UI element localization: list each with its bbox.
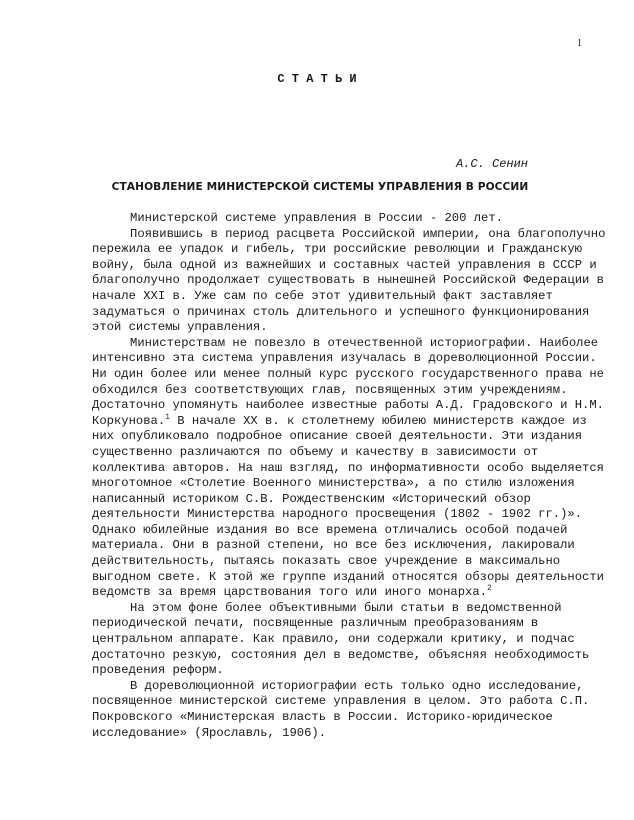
paragraph-text: подчас достаточно резкую, состояния дел в ведомстве, объясняя [92, 632, 575, 662]
paragraph-text: В дореволюционной историографии есть только одно [130, 678, 482, 693]
article-body [92, 211, 612, 741]
paragraph-text: сам по себе этот удивительный факт заставляет задуматься о [92, 288, 553, 319]
paragraph-text: начале XX в. к столетнему юбилею министерств каждое из них [92, 413, 587, 444]
page-number: 1 [577, 38, 582, 49]
paragraph-text: причинах столь длительного и успешного функционирования этой [92, 304, 590, 335]
section-heading: С Т А Т Ь И [277, 72, 357, 86]
paragraph-text: центральном аппарате. Как правило, они содержали критику, и [92, 632, 524, 647]
paragraph-4 [92, 601, 612, 679]
paragraph-text: благополучно пережила ее упадок и гибель, три российские [92, 226, 606, 257]
paragraph-3 [92, 336, 612, 601]
paragraph-text: глав, посвященных этим учреждениям. Достаточно упомянуть [92, 382, 568, 413]
article-title: СТАНОВЛЕНИЕ МИНИСТЕРСКОЙ СИСТЕМЫ УПРАВЛЕНИЯ В РОССИИ [111, 181, 529, 193]
paragraph-text: Появившись в период расцвета Российской империи, она [130, 226, 511, 241]
author-name: А.С. Сенин [455, 157, 528, 171]
footnote-trailing-text: В [169, 413, 185, 428]
paragraph-text: существенно различаются по объему и качеству в зависимости от [92, 444, 539, 459]
paragraph-text: дореволюционной России. Ни один более или менее полный курс [92, 351, 597, 381]
paragraph-text: революции и Гражданскую войну, была одной из важнейших и [92, 242, 583, 272]
paragraph-text: целом. Это работа С.П. Покровского «Министерская власть в [92, 694, 590, 724]
footnote-marker-2[interactable]: 2 [486, 584, 492, 594]
paragraph-text: «Исторический обзор деятельности Министерства народного [92, 491, 531, 522]
paragraph-text: стилю изложения написанный историком С.В. Рождественским [92, 476, 575, 506]
paragraph-text: существовать в нынешней Российской Федерации в начале XXI в. Уже [92, 273, 604, 303]
paragraph-text: просвещения (1802 - 1902 гг.)». Однако юбилейные издания во все [92, 507, 583, 537]
paragraph-text: выделяется многотомное «Столетие Военного министерства», а по [92, 460, 604, 491]
paragraph-text: Министерствам не повезло в отечественной историографии. [130, 335, 533, 350]
paragraph-text: исследование, посвященное министерской системе управления в [92, 678, 584, 709]
paragraph-text: необходимость проведения реформ. [92, 647, 590, 678]
paragraph-text: Наиболее интенсивно эта система управления изучалась в [92, 335, 599, 366]
paragraph-text: периодической печати, посвященные различным преобразованиям в [92, 616, 539, 631]
paragraph-text: степени, но все без исключения, лакировали действительность, [92, 538, 575, 569]
paragraph-text: пытаясь показать свое учреждение в максимально выгодном свете. К [92, 554, 561, 584]
paragraph-text: коллектива авторов. На наш взгляд, по информативности особо [92, 460, 524, 475]
paragraph-1 [92, 211, 612, 227]
paragraph-5 [92, 679, 612, 741]
paragraph-2 [92, 227, 612, 336]
footnote-marker-1[interactable]: 1 [165, 412, 170, 422]
paragraph-text: времена отличались особой подачей материала. Они в разной [92, 522, 568, 553]
paragraph-text: России. Историко-юридическое исследование» (Ярославль, 1906). [92, 710, 553, 740]
paragraph-text: На этом фоне более объективными были статьи в ведомственной [130, 600, 562, 615]
paragraph-text: время царствования того или иного монарха. [179, 585, 487, 600]
paragraph-text: Министерской системе управления в России - 200 лет. [130, 211, 503, 225]
paragraph-text: составных частей управления в СССР и благополучно продолжает [92, 257, 597, 288]
paragraph-text: опубликовало подробное описание своей деятельности. Эти издания [121, 429, 583, 444]
paragraph-text: этой же группе изданий относятся обзоры деятельности ведомств за [92, 569, 604, 600]
paragraph-text: наиболее известные работы А.Д. Градовского и Н.М. Коркунова. [92, 398, 604, 428]
paragraph-text: русского государственного права не обходился без соответствующих [92, 366, 604, 397]
paragraph-text: системы управления. [128, 320, 268, 335]
